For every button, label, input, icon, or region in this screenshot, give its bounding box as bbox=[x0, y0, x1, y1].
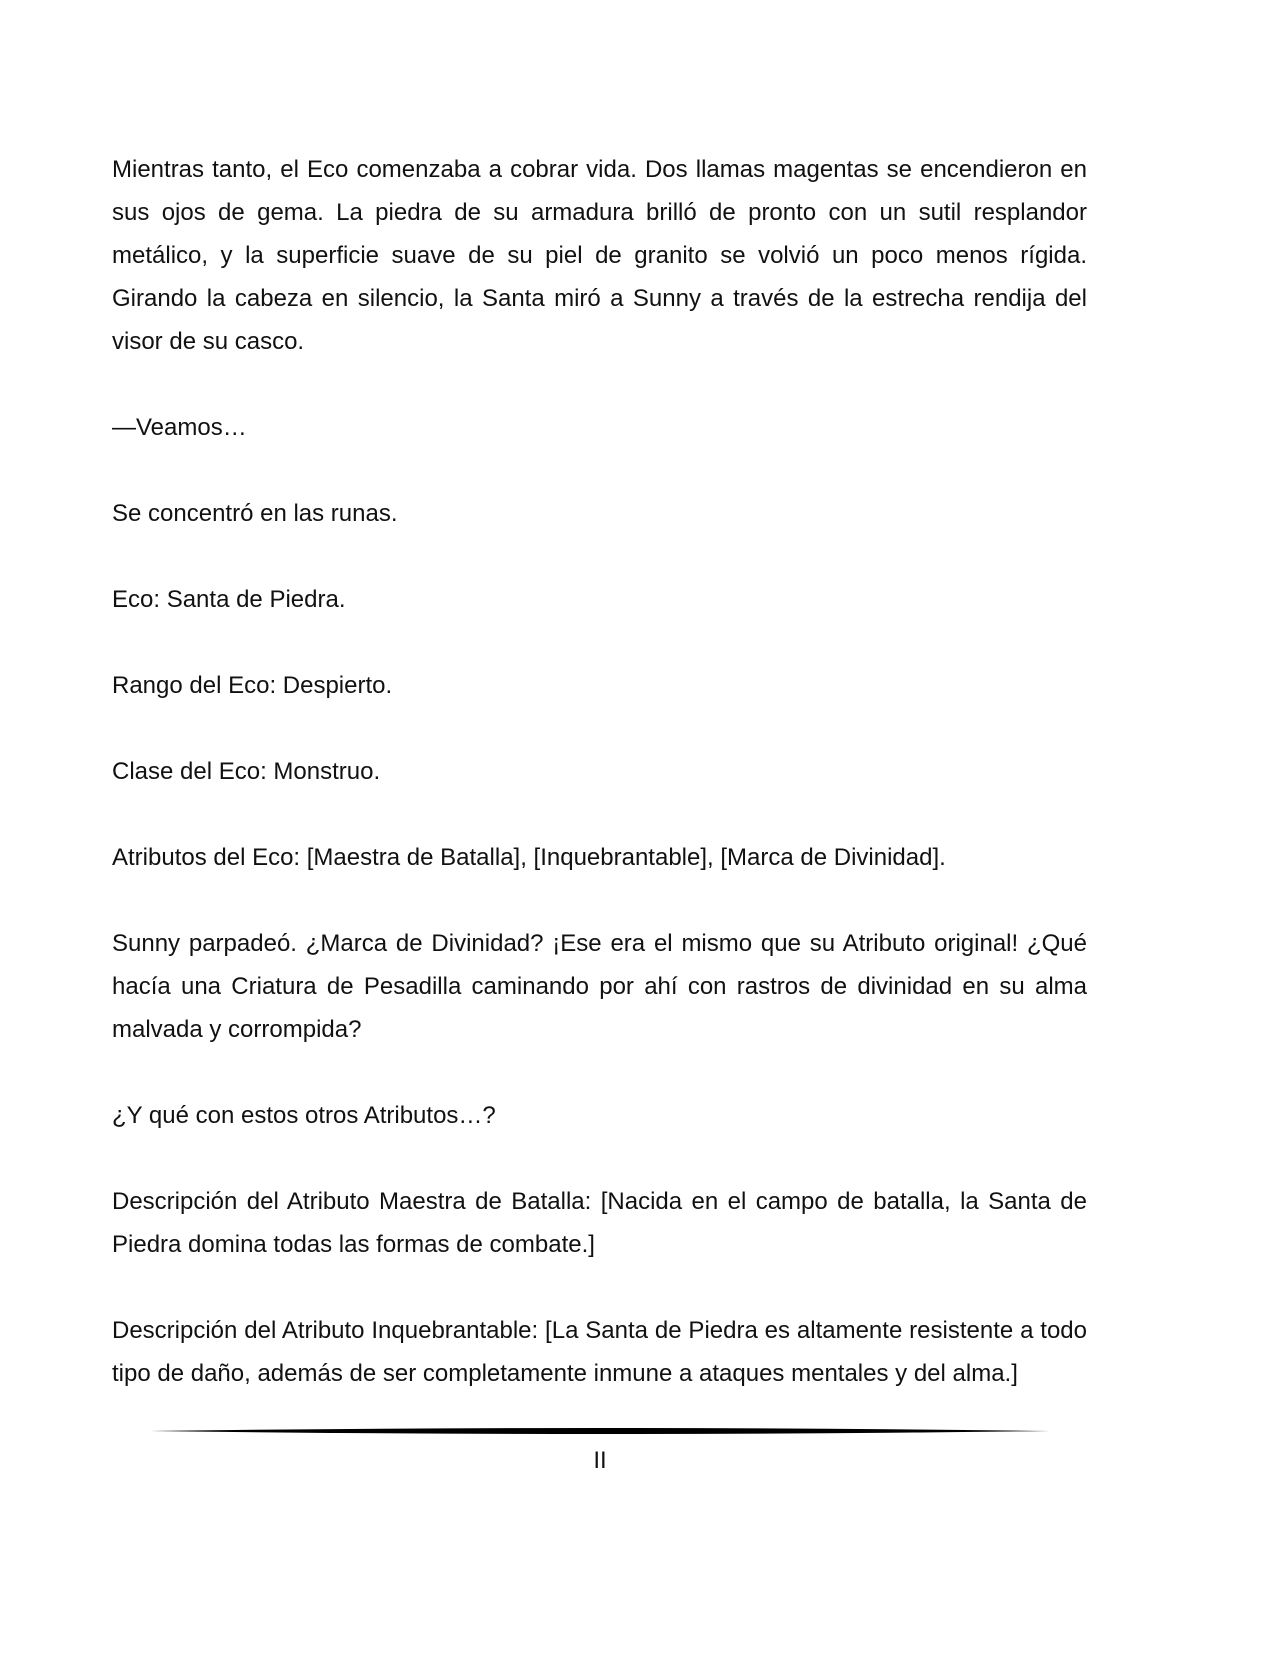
paragraph-eco-class: Clase del Eco: Monstruo. bbox=[112, 758, 381, 785]
divider-line-graphic bbox=[150, 1426, 1050, 1436]
body-text bbox=[112, 148, 1087, 1438]
paragraph-eco-rank: Rango del Eco: Despierto. bbox=[112, 672, 393, 699]
paragraph-runes: Se concentró en las runas. bbox=[112, 500, 398, 527]
paragraph-dialogue-veamos: —Veamos… bbox=[112, 414, 247, 441]
paragraph-eco-awakening: Mientras tanto, el Eco comenzaba a cobrar vida. Dos llamas magentas se encendieron en sus ojos de gema. La piedra de su armadura brilló de pronto con un sutil resplandor metálico, y la superficie suave de su piel de granito se volvió un poco menos rígida. Girando la cabeza en silencio, la Santa miró a Sunny a través de la estrecha rendija del visor de su casco. bbox=[112, 156, 1087, 355]
paragraph-battle-master-description: Descripción del Atributo Maestra de Batalla: [Nacida en el campo de batalla, la Santa de Piedra domina todas las formas de combate.] bbox=[112, 1188, 1087, 1258]
ornamental-divider bbox=[150, 1426, 1050, 1436]
paragraph-unbreakable-description: Descripción del Atributo Inquebrantable: [La Santa de Piedra es altamente resistente a todo tipo de daño, además de ser completamente inmune a ataques mentales y del alma.] bbox=[112, 1317, 1087, 1387]
paragraph-eco-name: Eco: Santa de Piedra. bbox=[112, 586, 346, 613]
paragraph-other-attributes: ¿Y qué con estos otros Atributos…? bbox=[112, 1102, 496, 1129]
paragraph-sunny-reaction: Sunny parpadeó. ¿Marca de Divinidad? ¡Ese era el mismo que su Atributo original! ¿Qué hacía una Criatura de Pesadilla caminando por ahí con rastros de divinidad en su alma malvada y corrompida? bbox=[112, 930, 1087, 1043]
paragraph-eco-attributes: Atributos del Eco: [Maestra de Batalla], [Inquebrantable], [Marca de Divinidad]. bbox=[112, 844, 946, 871]
page-number: II bbox=[593, 1447, 607, 1474]
